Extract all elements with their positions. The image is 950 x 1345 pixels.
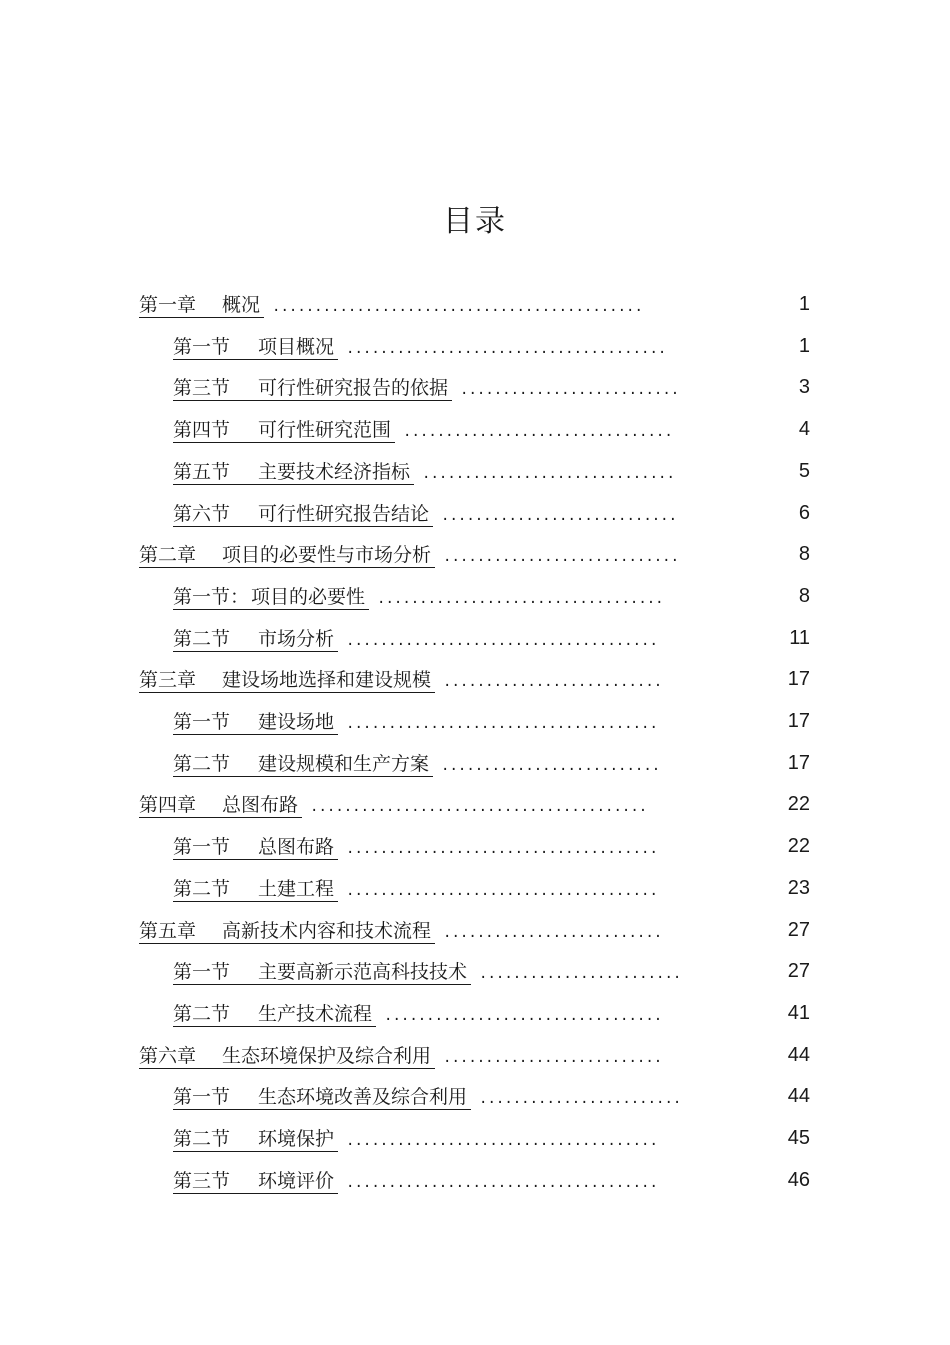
toc-leader-dots: .............................. xyxy=(422,466,675,482)
toc-leader-dots: ..................................... xyxy=(346,883,658,899)
toc-page-number: 11 xyxy=(789,627,810,649)
toc-section-entry[interactable] xyxy=(173,830,658,860)
toc-entry-number: 第一节 xyxy=(173,961,231,983)
toc-entry-link[interactable] xyxy=(139,919,435,944)
toc-entry-text: 总图布路 xyxy=(222,794,299,816)
toc-section-entry[interactable] xyxy=(173,1080,681,1110)
toc-leader-dots: .................................. xyxy=(377,591,664,607)
toc-leader-dots: ............................ xyxy=(443,549,680,565)
toc-entry-text: 市场分析 xyxy=(258,628,335,650)
toc-entry-text: 环境评价 xyxy=(258,1170,335,1192)
toc-page-number: 27 xyxy=(787,919,810,941)
toc-entry-link[interactable] xyxy=(173,418,395,443)
toc-leader-dots: .......................... xyxy=(443,674,663,690)
toc-entry-text: 可行性研究报告结论 xyxy=(258,503,430,525)
toc-section-entry[interactable] xyxy=(173,997,662,1027)
toc-entry-number: 第一节： xyxy=(173,586,250,608)
toc-section-entry[interactable] xyxy=(173,955,681,985)
toc-page-number: 1 xyxy=(798,335,810,357)
toc-entry-number: 第四章 xyxy=(139,794,197,816)
toc-page-number: 17 xyxy=(787,668,810,690)
toc-section-entry[interactable] xyxy=(173,1122,658,1152)
toc-section-entry[interactable] xyxy=(173,747,660,777)
toc-entry-number: 第六节 xyxy=(173,503,231,525)
toc-page-number: 23 xyxy=(787,877,810,899)
toc-entry-link[interactable] xyxy=(173,710,338,735)
toc-entry-number: 第二节 xyxy=(173,1003,231,1025)
toc-page-number: 17 xyxy=(787,752,810,774)
toc-leader-dots: ..................................... xyxy=(346,1175,658,1191)
toc-leader-dots: ................................. xyxy=(384,1008,663,1024)
toc-chapter-entry[interactable] xyxy=(139,663,662,693)
toc-entry-number: 第四节 xyxy=(173,419,231,441)
toc-leader-dots: ..................................... xyxy=(346,716,658,732)
toc-entry-text: 高新技术内容和技术流程 xyxy=(222,920,432,942)
toc-section-entry[interactable] xyxy=(173,705,658,735)
toc-entry-number: 第一章 xyxy=(139,294,197,316)
toc-leader-dots: ..................................... xyxy=(346,841,658,857)
toc-page-number: 1 xyxy=(798,293,810,315)
toc-page-number: 41 xyxy=(787,1002,810,1024)
toc-section-entry[interactable] xyxy=(173,872,658,902)
toc-leader-dots: ........................ xyxy=(479,966,682,982)
toc-entry-link[interactable] xyxy=(173,502,433,527)
toc-entry-link[interactable] xyxy=(173,877,338,902)
toc-page-number: 22 xyxy=(787,793,810,815)
toc-page-number: 45 xyxy=(787,1127,810,1149)
toc-entry-text: 项目的必要性 xyxy=(251,586,366,608)
toc-entry-link[interactable] xyxy=(173,1002,376,1027)
toc-entry-link[interactable] xyxy=(173,1127,338,1152)
toc-page-number: 17 xyxy=(787,710,810,732)
toc-page-number: 8 xyxy=(798,543,810,565)
toc-entry-number: 第二节 xyxy=(173,1128,231,1150)
toc-entry-link[interactable] xyxy=(173,1085,471,1110)
toc-entry-text: 建设场地选择和建设规模 xyxy=(222,669,432,691)
toc-entry-text: 环境保护 xyxy=(258,1128,335,1150)
toc-entry-link[interactable] xyxy=(173,335,338,360)
toc-entry-text: 生态环境保护及综合利用 xyxy=(222,1045,432,1067)
toc-section-entry[interactable] xyxy=(173,580,664,610)
toc-entry-number: 第一节 xyxy=(173,1086,231,1108)
toc-entry-text: 概况 xyxy=(222,294,261,316)
toc-entry-link[interactable] xyxy=(173,960,471,985)
toc-entry-link[interactable] xyxy=(173,1169,338,1194)
toc-section-entry[interactable] xyxy=(173,455,675,485)
toc-entry-text: 生态环境改善及综合利用 xyxy=(258,1086,468,1108)
toc-entry-text: 土建工程 xyxy=(258,878,335,900)
toc-section-entry[interactable] xyxy=(173,371,679,401)
toc-page-number: 27 xyxy=(787,960,810,982)
toc-entry-text: 主要技术经济指标 xyxy=(258,461,411,483)
toc-leader-dots: ...................................... xyxy=(346,341,667,357)
toc-chapter-entry[interactable] xyxy=(139,538,679,568)
toc-page-number: 3 xyxy=(798,376,810,398)
toc-leader-dots: ..................................... xyxy=(346,1133,658,1149)
toc-leader-dots: ..................................... xyxy=(346,633,658,649)
toc-page-number: 44 xyxy=(787,1044,810,1066)
toc-entry-link[interactable] xyxy=(173,835,338,860)
toc-entry-link[interactable] xyxy=(139,668,435,693)
toc-leader-dots: .......................... xyxy=(443,925,663,941)
toc-entry-text: 总图布路 xyxy=(258,836,335,858)
toc-entry-number: 第三节 xyxy=(173,1170,231,1192)
toc-entry-number: 第一节 xyxy=(173,336,231,358)
toc-chapter-entry[interactable] xyxy=(139,788,647,818)
toc-page-number: 46 xyxy=(787,1169,810,1191)
toc-entry-number: 第二节 xyxy=(173,628,231,650)
toc-entry-link[interactable] xyxy=(173,585,369,610)
toc-leader-dots: ........................ xyxy=(479,1091,682,1107)
toc-entry-number: 第三节 xyxy=(173,377,231,399)
toc-entry-link[interactable] xyxy=(173,460,414,485)
toc-entry-number: 第一节 xyxy=(173,836,231,858)
toc-entry-number: 第五章 xyxy=(139,920,197,942)
toc-entry-link[interactable] xyxy=(173,376,452,401)
toc-entry-number: 第三章 xyxy=(139,669,197,691)
toc-entry-number: 第二节 xyxy=(173,753,231,775)
toc-entry-number: 第六章 xyxy=(139,1045,197,1067)
toc-entry-text: 主要高新示范高科技技术 xyxy=(258,961,468,983)
toc-leader-dots: .......................... xyxy=(441,758,661,774)
toc-entry-link[interactable] xyxy=(173,752,433,777)
toc-section-entry[interactable] xyxy=(173,497,677,527)
toc-entry-link[interactable] xyxy=(173,627,338,652)
toc-entry-text: 生产技术流程 xyxy=(258,1003,373,1025)
toc-section-entry[interactable] xyxy=(173,413,673,443)
toc-chapter-entry[interactable] xyxy=(139,914,662,944)
toc-entry-number: 第二节 xyxy=(173,878,231,900)
toc-page-number: 8 xyxy=(798,585,810,607)
toc-page-number: 22 xyxy=(787,835,810,857)
toc-entry-text: 可行性研究报告的依据 xyxy=(258,377,449,399)
toc-page-number: 6 xyxy=(798,502,810,524)
toc-entry-text: 项目的必要性与市场分析 xyxy=(222,544,432,566)
toc-page-number: 44 xyxy=(787,1085,810,1107)
page-title: 目录 xyxy=(443,204,507,239)
toc-leader-dots: .......................... xyxy=(460,382,680,398)
toc-section-entry[interactable] xyxy=(173,622,658,652)
toc-entry-number: 第二章 xyxy=(139,544,197,566)
toc-page-number: 4 xyxy=(798,418,810,440)
toc-leader-dots: ............................ xyxy=(441,508,678,524)
toc-leader-dots: ................................ xyxy=(403,424,673,440)
toc-entry-link[interactable] xyxy=(139,543,435,568)
toc-entry-text: 建设规模和生产方案 xyxy=(258,753,430,775)
toc-leader-dots: ........................................ xyxy=(310,799,648,815)
toc-entry-link[interactable] xyxy=(139,793,302,818)
toc-entry-text: 可行性研究范围 xyxy=(258,419,392,441)
toc-entry-text: 建设场地 xyxy=(258,711,335,733)
toc-section-entry[interactable] xyxy=(173,1164,658,1194)
toc-page-number: 5 xyxy=(798,460,810,482)
toc-entry-number: 第五节 xyxy=(173,461,231,483)
toc-entry-text: 项目概况 xyxy=(258,336,335,358)
toc-chapter-entry[interactable] xyxy=(139,1039,662,1069)
toc-entry-link[interactable] xyxy=(139,293,264,318)
toc-leader-dots: .......................... xyxy=(443,1050,663,1066)
toc-chapter-entry[interactable] xyxy=(139,288,643,318)
toc-leader-dots: ............................................ xyxy=(272,299,643,315)
toc-entry-number: 第一节 xyxy=(173,711,231,733)
toc-entry-link[interactable] xyxy=(139,1044,435,1069)
toc-section-entry[interactable] xyxy=(173,330,666,360)
